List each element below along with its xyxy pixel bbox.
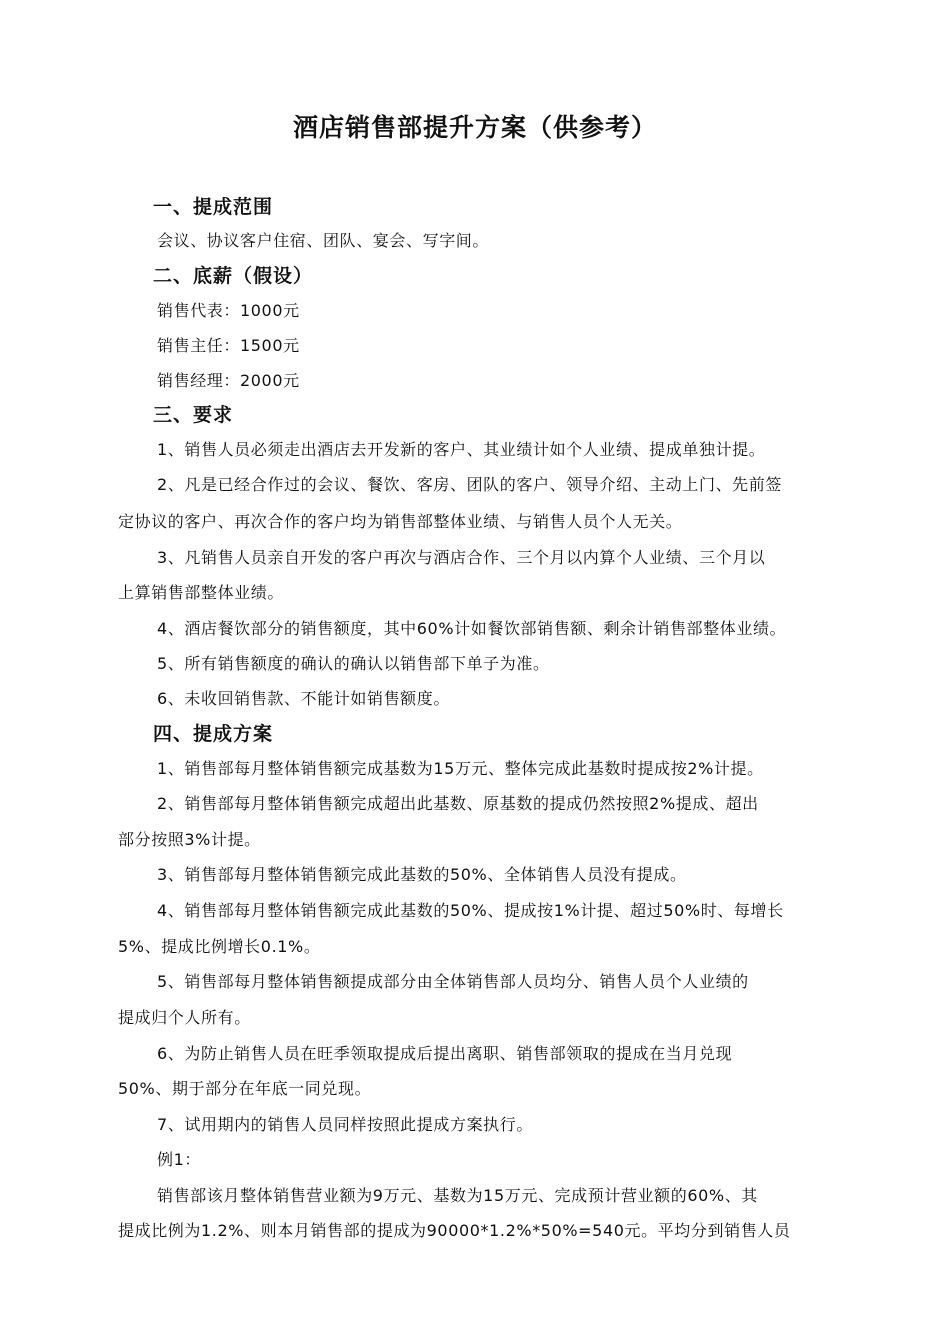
paragraph-line: 3、凡销售人员亲自开发的客户再次与酒店合作、三个月以内算个人业绩、三个月以 (157, 548, 766, 567)
paragraph-line: 部分按照3%计提。 (118, 830, 261, 849)
paragraph-line: 销售主任：1500元 (157, 336, 300, 355)
paragraph-line: 定协议的客户、再次合作的客户均为销售部整体业绩、与销售人员个人无关。 (118, 512, 683, 531)
section-heading-base-salary: 二、底薪（假设） (153, 265, 314, 287)
paragraph-line: 销售部该月整体销售营业额为9万元、基数为15万元、完成预计营业额的60%、其 (157, 1186, 758, 1205)
paragraph-line: 6、未收回销售款、不能计如销售额度。 (157, 689, 450, 708)
paragraph-line: 2、销售部每月整体销售额完成超出此基数、原基数的提成仍然按照2%提成、超出 (157, 794, 759, 813)
paragraph-line: 4、酒店餐饮部分的销售额度，其中60%计如餐饮部销售额、剩余计销售部整体业绩。 (157, 619, 787, 638)
paragraph-line: 会议、协议客户住宿、团队、宴会、写字间。 (157, 231, 490, 250)
paragraph-line: 5、销售部每月整体销售额提成部分由全体销售部人员均分、销售人员个人业绩的 (157, 972, 749, 991)
paragraph-line: 1、销售人员必须走出酒店去开发新的客户、其业绩计如个人业绩、提成单独计提。 (157, 440, 766, 459)
paragraph-line: 提成归个人所有。 (118, 1008, 251, 1027)
paragraph-line: 6、为防止销售人员在旺季领取提成后提出离职、销售部领取的提成在当月兑现 (157, 1044, 733, 1063)
paragraph-line: 3、销售部每月整体销售额完成此基数的50%、全体销售人员没有提成。 (157, 865, 687, 884)
paragraph-line: 7、试用期内的销售人员同样按照此提成方案执行。 (157, 1115, 533, 1134)
paragraph-line: 提成比例为1.2%、则本月销售部的提成为90000*1.2%*50%=540元。平均分到销售人员 (118, 1221, 791, 1240)
section-heading-commission-scope: 一、提成范围 (153, 196, 274, 218)
document-title: 酒店销售部提升方案（供参考） (292, 113, 657, 142)
paragraph-line: 销售经理：2000元 (157, 371, 300, 390)
paragraph-line: 50%、期于部分在年底一同兑现。 (118, 1079, 372, 1098)
paragraph-line: 2、凡是已经合作过的会议、餐饮、客房、团队的客户、领导介绍、主动上门、先前签 (157, 475, 782, 494)
paragraph-line: 5%、提成比例增长0.1%。 (118, 937, 321, 956)
paragraph-line: 4、销售部每月整体销售额完成此基数的50%、提成按1%计提、超过50%时、每增长 (157, 901, 784, 920)
paragraph-line: 销售代表：1000元 (157, 301, 300, 320)
paragraph-line: 上算销售部整体业绩。 (118, 583, 285, 602)
section-heading-requirements: 三、要求 (153, 404, 234, 426)
section-heading-commission-plan: 四、提成方案 (153, 723, 274, 745)
paragraph-line: 5、所有销售额度的确认的确认以销售部下单子为准。 (157, 654, 550, 673)
paragraph-line: 1、销售部每月整体销售额完成基数为15万元、整体完成此基数时提成按2%计提。 (157, 759, 764, 778)
example-label: 例1： (157, 1150, 201, 1169)
